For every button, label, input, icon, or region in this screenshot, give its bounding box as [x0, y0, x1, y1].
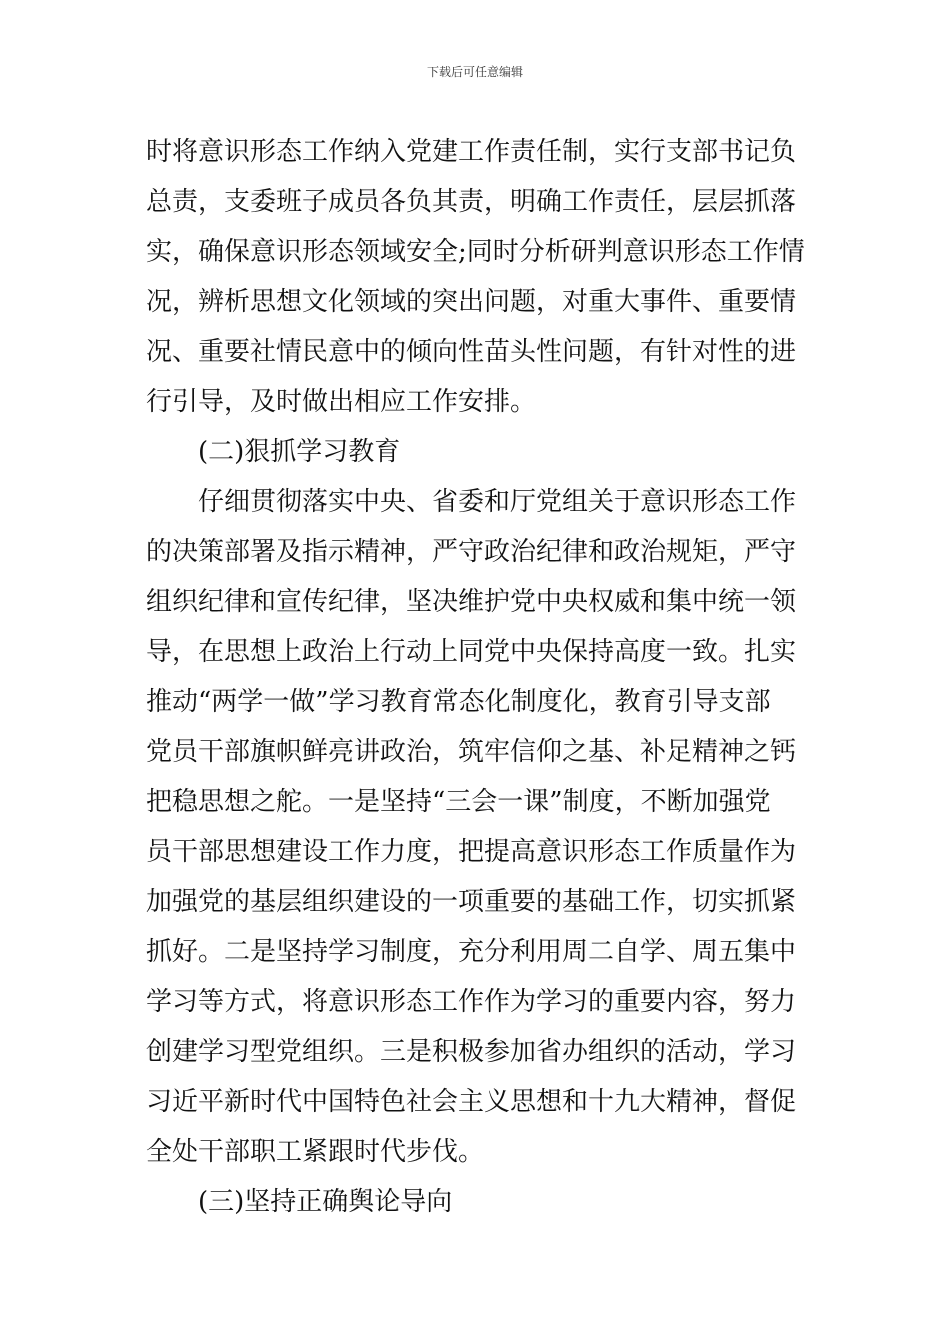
- text-line: 的决策部署及指示精神，严守政治纪律和政治规矩，严守: [146, 537, 797, 567]
- text-line: 习近平新时代中国特色社会主义思想和十九大精神，督促: [146, 1087, 797, 1117]
- text-line: 推动“两学一做”学习教育常态化制度化，教育引导支部: [146, 687, 771, 717]
- text-line: 全处干部职工紧跟时代步伐。: [146, 1137, 485, 1167]
- text-line: 创建学习型党组织。三是积极参加省办组织的活动，学习: [146, 1037, 797, 1067]
- section-heading-3: (三)坚持正确舆论导向: [198, 1187, 453, 1217]
- text-line: 党员干部旗帜鲜亮讲政治，筑牢信仰之基、补足精神之钙: [146, 737, 797, 767]
- paragraph-first-line: 仔细贯彻落实中央、省委和厅党组关于意识形态工作: [198, 487, 797, 517]
- document-body: [146, 127, 810, 1227]
- text-line: 员干部思想建设工作力度，把提高意识形态工作质量作为: [146, 837, 797, 867]
- text-line: 组织纪律和宣传纪律，坚决维护党中央权威和集中统一领: [146, 587, 797, 617]
- text-line: 把稳思想之舵。一是坚持“三会一课”制度，不断加强党: [146, 787, 771, 817]
- text-line: 况，辨析思想文化领域的突出问题，对重大事件、重要情: [146, 287, 797, 317]
- text-line: 况、重要社情民意中的倾向性苗头性问题，有针对性的进: [146, 337, 797, 367]
- text-line: 加强党的基层组织建设的一项重要的基础工作，切实抓紧: [146, 887, 797, 917]
- page-header-note: 下载后可任意编辑: [426, 65, 523, 79]
- text-line: 导，在思想上政治上行动上同党中央保持高度一致。扎实: [146, 637, 797, 667]
- text-line: 实，确保意识形态领域安全;同时分析研判意识形态工作情: [146, 237, 805, 267]
- text-line: 抓好。二是坚持学习制度，充分利用周二自学、周五集中: [146, 937, 797, 967]
- section-heading-2: (二)狠抓学习教育: [198, 437, 401, 467]
- text-line: 学习等方式，将意识形态工作作为学习的重要内容，努力: [146, 987, 797, 1017]
- text-line: 总责，支委班子成员各负其责，明确工作责任，层层抓落: [146, 187, 797, 217]
- text-line: 行引导，及时做出相应工作安排。: [146, 387, 537, 417]
- text-line: 时将意识形态工作纳入党建工作责任制，实行支部书记负: [146, 137, 797, 167]
